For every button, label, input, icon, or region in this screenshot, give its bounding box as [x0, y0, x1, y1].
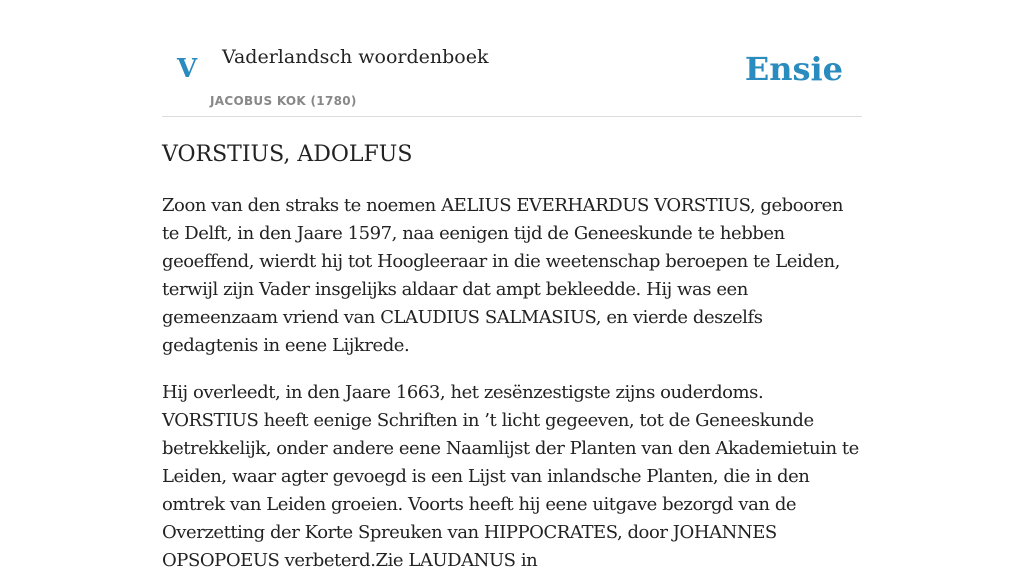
entry-paragraph: Zoon van den straks te noemen AELIUS EVERHARDUS VORSTIUS, gebooren te Delft, in den Jaare 1597, naa eenigen tijd de Geneeskunde te hebben geoeffend, wierdt hij tot Hoogleeraar in die weetenschap beroepen te Leiden, terwijl zijn Vader insgelijks aldaar dat ampt bekleedde. Hij was een gemeenzaam vriend van CLAUDIUS SALMASIUS, en vierde deszelfs gedagtenis in eene Lijkrede.: [162, 195, 844, 356]
book-title-link[interactable]: Vaderlandsch woordenboek: [222, 46, 489, 68]
letter-index-badge[interactable]: V: [177, 54, 198, 84]
page-header: [162, 0, 862, 117]
entry-content: [162, 140, 862, 575]
ensie-logo-link[interactable]: Ensie: [744, 50, 843, 88]
entry-paragraph: Hij overleedt, in den Jaare 1663, het zesënzestigste zijns ouderdoms. VORSTIUS heeft eenige Schriften in ’t licht gegeeven, tot de Geneeskunde betrekkelijk, onder andere eene Naamlijst der Planten van den Akademietuin te Leiden, waar agter gevoegd is een Lijst van inlandsche Planten, die in den omtrek van Leiden groeien. Voorts heeft hij eene uitgave bezorgd van de Overzetting der Korte Spreuken van HIPPOCRATES, door JOHANNES OPSOPOEUS verbeterd.Zie LAUDANUS in: [162, 382, 859, 571]
entry-headword: VORSTIUS, ADOLFUS: [162, 142, 413, 167]
book-author: JACOBUS KOK (1780): [210, 94, 357, 108]
